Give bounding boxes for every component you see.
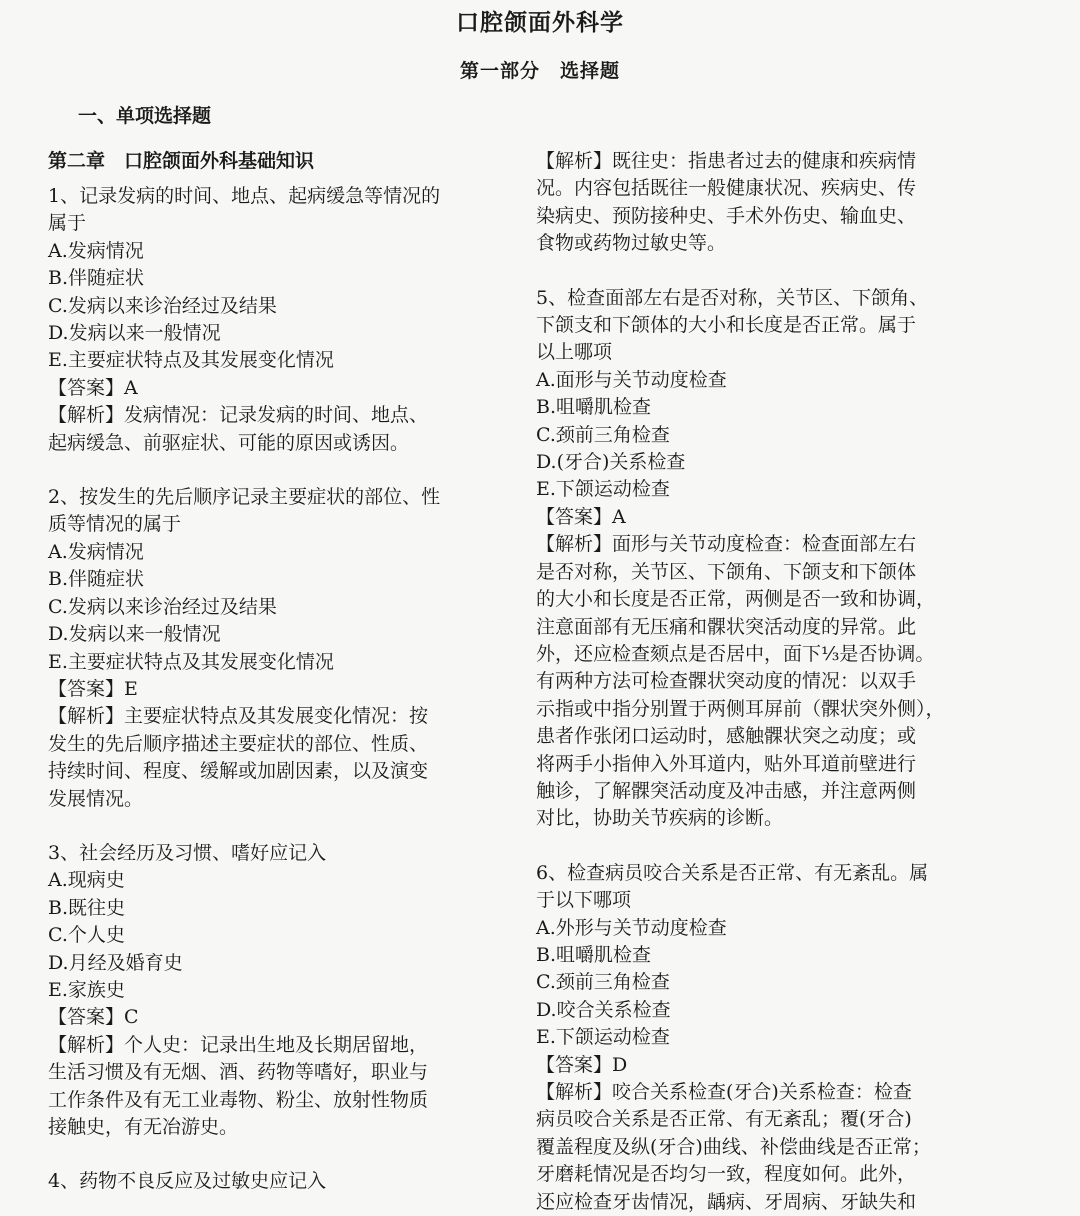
explanation [536,1079,984,1216]
option-e: E.主要症状特点及其发展变化情况 [48,349,334,372]
stem-line: 3、社会经历及习惯、嗜好应记入 [48,841,327,864]
options-list [536,367,984,504]
question-2 [48,484,496,813]
option-e: E.主要症状特点及其发展变化情况 [48,650,334,673]
option-a: A.现病史 [48,869,125,892]
stem-line: 4、药物不良反应及过敏史应记入 [48,1170,327,1193]
option-b: B.咀嚼肌检查 [536,396,652,419]
explanation-line: 工作条件及有无工业毒物、粉尘、放射性物质 [48,1088,429,1111]
question-1 [48,183,496,457]
option-c: C.颈前三角检查 [536,423,670,446]
explanation-line: 患者作张闭口运动时，感触髁状突之动度；或 [536,725,917,748]
question-5 [536,285,984,833]
explanation-line: 有两种方法可检查髁状突动度的情况：以双手 [536,670,917,693]
answer: 【答案】A [48,376,138,399]
explanation-line: 是否对称，关节区、下颌角、下颌支和下颌体 [536,560,917,583]
option-d: D.咬合关系检查 [536,998,671,1021]
option-b: B.伴随症状 [48,267,145,290]
explanation-line: 生活习惯及有无烟、酒、药物等嗜好，职业与 [48,1061,429,1084]
explanation [48,402,496,457]
explanation [48,703,496,813]
option-b: B.既往史 [48,896,126,919]
explanation-line: 发展情况。 [48,787,144,810]
explanation-line: 食物或药物过敏史等。 [536,232,727,255]
answer: 【答案】C [48,1006,139,1029]
option-b: B.咀嚼肌检查 [536,943,652,966]
option-d: D.发病以来一般情况 [48,623,221,646]
explanation-line: 【解析】面形与关节动度检查：检查面部左右 [536,533,917,556]
explanation-line: 注意面部有无压痛和髁状突活动度的异常。此 [536,615,917,638]
explanation-line: 对比，协助关节疾病的诊断。 [536,807,784,830]
part-title: 第一部分 选择题 [459,60,620,82]
stem-line: 以上哪项 [536,341,613,364]
explanation-line: 的大小和长度是否正常，两侧是否一致和协调， [536,588,936,611]
option-b: B.伴随症状 [48,568,145,591]
explanation-line: 还应检查牙齿情况，龋病、牙周病、牙缺失和 [536,1190,917,1213]
explanation-line: 将两手小指伸入外耳道内，贴外耳道前壁进行 [536,752,917,775]
option-d: D.发病以来一般情况 [48,322,221,345]
chapter-title: 第二章 口腔颌面外科基础知识 [48,150,315,172]
question-stem [48,484,496,539]
explanation-line: 覆盖程度及纵(牙合)曲线、补偿曲线是否正常； [536,1135,931,1158]
stem-line: 5、检查面部左右是否对称，关节区、下颌角、 [536,286,929,309]
question-stem [48,840,496,867]
option-e: E.下颌运动检查 [536,478,670,501]
option-a: A.外形与关节动度检查 [536,916,727,939]
question-3 [48,840,496,1141]
section-title: 一、单项选择题 [78,105,212,127]
question-6 [536,860,984,1216]
stem-line: 6、检查病员咬合关系是否正常、有无紊乱。属 [536,861,929,884]
question-stem [536,285,984,367]
explanation-line: 牙磨耗情况是否均匀一致，程度如何。此外， [536,1163,917,1186]
right-column [536,148,984,1216]
stem-line: 2、按发生的先后顺序记录主要症状的部位、性 [48,486,441,509]
question-4-explanation [536,148,984,258]
explanation-line: 【解析】主要症状特点及其发展变化情况：按 [48,705,429,728]
options-list [48,867,496,1004]
stem-line: 质等情况的属于 [48,513,182,536]
option-a: A.发病情况 [48,239,144,262]
explanation-line: 起病缓急、前驱症状、可能的原因或诱因。 [48,431,410,454]
explanation-line: 病员咬合关系是否正常、有无紊乱；覆(牙合) [536,1108,912,1131]
option-a: A.发病情况 [48,540,144,563]
answer: 【答案】A [536,505,626,528]
options-list [48,539,496,676]
document-title: 口腔颌面外科学 [456,10,624,36]
explanation-line: 【解析】既往史：指患者过去的健康和疾病情 [536,150,917,172]
explanation-line: 触诊，了解髁突活动度及冲击感，并注意两侧 [536,779,917,802]
question-4 [48,1168,496,1195]
explanation-line: 况。内容包括既往一般健康状况、疾病史、传 [536,177,917,200]
question-stem [536,860,984,915]
option-c: C.发病以来诊治经过及结果 [48,595,277,618]
explanation-line: 接触史，有无冶游史。 [48,1116,239,1138]
question-stem [48,183,496,238]
stem-line: 于以下哪项 [536,889,632,912]
stem-line: 属于 [48,212,87,235]
explanation [48,1032,496,1142]
stem-line: 下颌支和下颌体的大小和长度是否正常。属于 [536,314,917,337]
option-d: D.(牙合)关系检查 [536,451,686,474]
explanation-line: 【解析】咬合关系检查(牙合)关系检查：检查 [536,1081,912,1103]
option-c: C.颈前三角检查 [536,971,670,994]
option-e: E.家族史 [48,978,125,1001]
option-a: A.面形与关节动度检查 [536,368,727,391]
explanation-line: 外，还应检查颏点是否居中，面下⅓是否协调。 [536,642,935,665]
explanation-line: 示指或中指分别置于两侧耳屏前（髁状突外侧）， [536,697,945,720]
answer: 【答案】E [48,677,138,700]
option-c: C.个人史 [48,924,125,947]
explanation-line: 发生的先后顺序描述主要症状的部位、性质、 [48,732,429,755]
explanation-line: 染病史、预防接种史、手术外伤史、输血史、 [536,204,917,227]
option-c: C.发病以来诊治经过及结果 [48,294,277,317]
options-list [536,915,984,1052]
option-e: E.下颌运动检查 [536,1026,670,1049]
options-list [48,238,496,375]
answer: 【答案】D [536,1053,628,1076]
left-column [48,148,496,1196]
question-stem [48,1168,496,1195]
explanation-line: 【解析】发病情况：记录发病的时间、地点、 [48,404,429,427]
option-d: D.月经及婚育史 [48,951,183,974]
explanation [536,531,984,832]
explanation-line: 【解析】个人史：记录出生地及长期居留地， [48,1033,429,1056]
stem-line: 1、记录发病的时间、地点、起病缓急等情况的 [48,185,441,207]
explanation-line: 持续时间、程度、缓解或加剧因素，以及演变 [48,760,429,783]
